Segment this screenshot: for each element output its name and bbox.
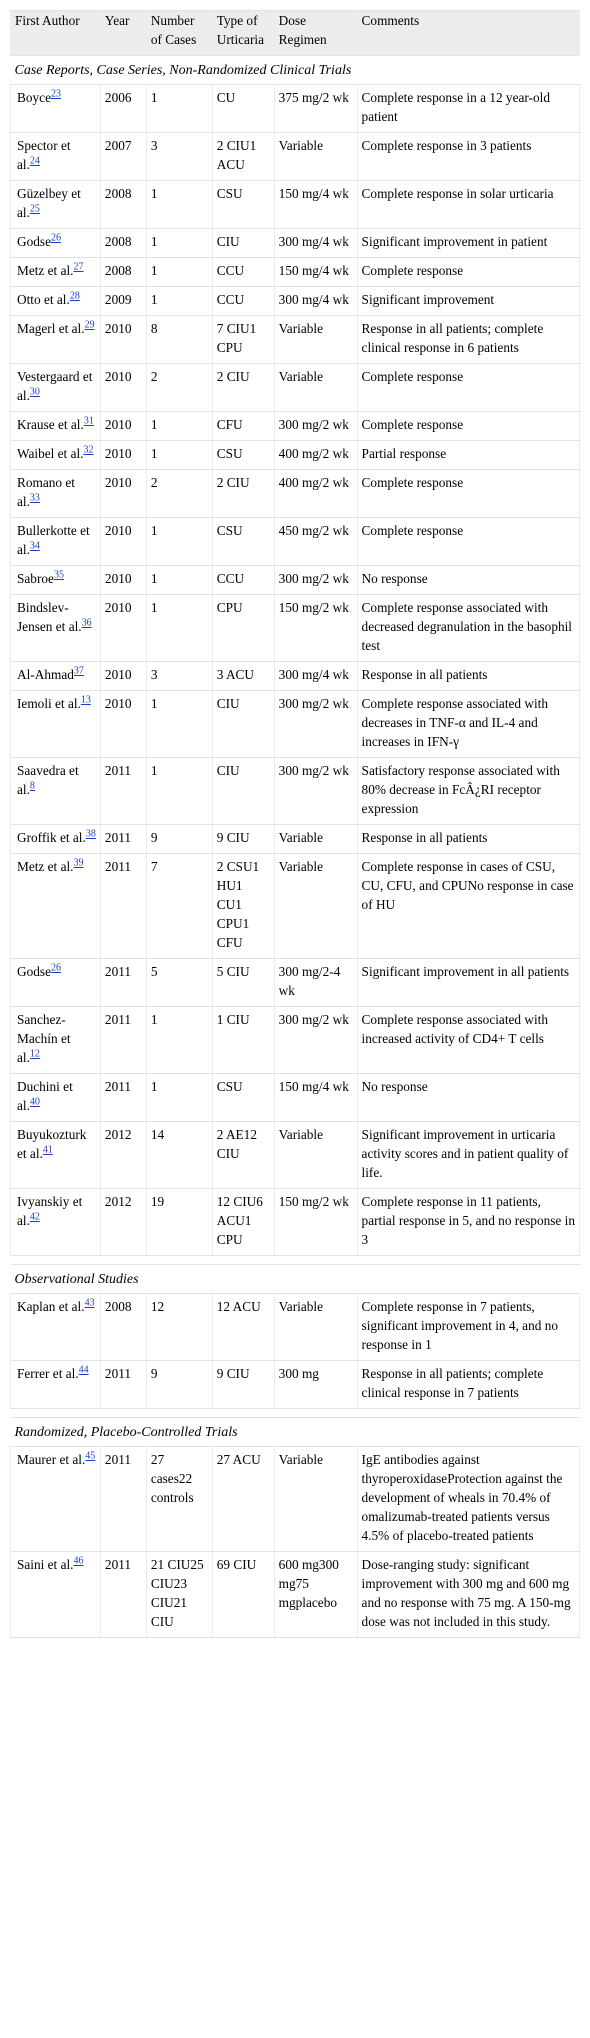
author-name: Otto et al. xyxy=(17,292,70,307)
cell-type-of-urticaria: CSU xyxy=(212,441,274,470)
cell-dose-regimen: Variable xyxy=(274,1447,357,1552)
header-row xyxy=(11,11,580,56)
cell-number-of-cases: 1 xyxy=(146,566,212,595)
cell-comments: Complete response xyxy=(357,412,579,441)
author-name: Saavedra et al. xyxy=(17,763,79,797)
cell-number-of-cases: 1 xyxy=(146,518,212,566)
cell-type-of-urticaria: 1 CIU xyxy=(212,1007,274,1074)
cell-comments: Response in all patients xyxy=(357,825,579,854)
cell-first-author xyxy=(11,825,101,854)
cell-type-of-urticaria: CPU xyxy=(212,595,274,662)
cell-year: 2012 xyxy=(100,1189,146,1256)
cell-first-author xyxy=(11,1007,101,1074)
cell-type-of-urticaria: CIU xyxy=(212,691,274,758)
section-title: Randomized, Placebo-Controlled Trials xyxy=(11,1418,580,1447)
table-row xyxy=(11,662,580,691)
author-name: Vestergaard et al. xyxy=(17,369,93,403)
cell-first-author xyxy=(11,181,101,229)
cell-year: 2010 xyxy=(100,441,146,470)
table-row xyxy=(11,412,580,441)
cell-first-author xyxy=(11,441,101,470)
reference-link[interactable]: 27 xyxy=(73,261,84,273)
section-spacer-cell xyxy=(11,1409,580,1418)
cell-year: 2011 xyxy=(100,758,146,825)
table-row xyxy=(11,1007,580,1074)
cell-year: 2010 xyxy=(100,364,146,412)
author-name: Metz et al. xyxy=(17,859,74,874)
cell-comments: Dose-ranging study: significant improvement with 300 mg and 600 mg and no response with 75 mg. A 150-mg dose was not included in this study. xyxy=(357,1552,579,1638)
table-row xyxy=(11,1294,580,1361)
reference-link[interactable]: 30 xyxy=(29,386,40,398)
cell-year: 2010 xyxy=(100,412,146,441)
table-row xyxy=(11,854,580,959)
cell-year: 2011 xyxy=(100,1074,146,1122)
cell-type-of-urticaria: CCU xyxy=(212,287,274,316)
cell-number-of-cases: 12 xyxy=(146,1294,212,1361)
cell-dose-regimen: 400 mg/2 wk xyxy=(274,470,357,518)
author-name: Buyukozturk et al. xyxy=(17,1127,87,1161)
section-spacer-cell xyxy=(11,1256,580,1265)
cell-first-author xyxy=(11,662,101,691)
cell-comments: Partial response xyxy=(357,441,579,470)
cell-comments: Complete response in a 12 year-old patient xyxy=(357,85,579,133)
header-number-of-cases: Number of Cases xyxy=(146,11,212,56)
table-row xyxy=(11,758,580,825)
cell-first-author xyxy=(11,258,101,287)
reference-link[interactable]: 25 xyxy=(29,203,40,215)
cell-comments: No response xyxy=(357,566,579,595)
author-name: Kaplan et al. xyxy=(17,1299,85,1314)
cell-type-of-urticaria: 2 CIU xyxy=(212,470,274,518)
author-name: Magerl et al. xyxy=(17,321,85,336)
cell-type-of-urticaria: 2 CIU xyxy=(212,364,274,412)
cell-first-author xyxy=(11,364,101,412)
cell-year: 2011 xyxy=(100,1361,146,1409)
cell-dose-regimen: 300 mg xyxy=(274,1361,357,1409)
cell-comments: Response in all patients; complete clinical response in 7 patients xyxy=(357,1361,579,1409)
omalizumab-studies-table xyxy=(10,10,580,1638)
cell-first-author xyxy=(11,758,101,825)
cell-comments: Response in all patients xyxy=(357,662,579,691)
cell-number-of-cases: 14 xyxy=(146,1122,212,1189)
table-row xyxy=(11,825,580,854)
cell-type-of-urticaria: 2 CSU1 HU1 CU1 CPU1 CFU xyxy=(212,854,274,959)
cell-number-of-cases: 1 xyxy=(146,287,212,316)
reference-link[interactable]: 45 xyxy=(85,1450,96,1462)
author-name: Duchini et al. xyxy=(17,1079,73,1113)
author-name: Saini et al. xyxy=(17,1557,74,1572)
cell-first-author xyxy=(11,287,101,316)
cell-number-of-cases: 1 xyxy=(146,181,212,229)
reference-link[interactable]: 37 xyxy=(73,665,84,677)
cell-first-author xyxy=(11,229,101,258)
cell-first-author xyxy=(11,85,101,133)
author-name: Godse xyxy=(17,964,51,979)
header-type-of-urticaria: Type of Urticaria xyxy=(212,11,274,56)
cell-type-of-urticaria: 9 CIU xyxy=(212,1361,274,1409)
table-header xyxy=(11,11,580,56)
table-row xyxy=(11,595,580,662)
cell-comments: Significant improvement in urticaria activity scores and in patient quality of life. xyxy=(357,1122,579,1189)
cell-number-of-cases: 1 xyxy=(146,1074,212,1122)
cell-comments: Complete response in cases of CSU, CU, CFU, and CPUNo response in case of HU xyxy=(357,854,579,959)
cell-year: 2012 xyxy=(100,1122,146,1189)
table-row xyxy=(11,518,580,566)
cell-year: 2010 xyxy=(100,595,146,662)
cell-year: 2008 xyxy=(100,229,146,258)
cell-type-of-urticaria: 69 CIU xyxy=(212,1552,274,1638)
cell-first-author xyxy=(11,470,101,518)
cell-type-of-urticaria: 9 CIU xyxy=(212,825,274,854)
cell-year: 2010 xyxy=(100,566,146,595)
cell-year: 2009 xyxy=(100,287,146,316)
author-name: Bindslev-Jensen et al. xyxy=(17,600,82,634)
cell-dose-regimen: Variable xyxy=(274,364,357,412)
cell-number-of-cases: 1 xyxy=(146,229,212,258)
cell-dose-regimen: Variable xyxy=(274,1122,357,1189)
header-dose-regimen: Dose Regimen xyxy=(274,11,357,56)
cell-comments: Complete response in solar urticaria xyxy=(357,181,579,229)
cell-comments: Complete response associated with increased activity of CD4+ T cells xyxy=(357,1007,579,1074)
header-comments: Comments xyxy=(357,11,579,56)
cell-number-of-cases: 1 xyxy=(146,258,212,287)
author-name: Spector et al. xyxy=(17,138,71,172)
cell-first-author xyxy=(11,1361,101,1409)
cell-dose-regimen: 300 mg/2 wk xyxy=(274,566,357,595)
cell-dose-regimen: 300 mg/2 wk xyxy=(274,758,357,825)
cell-first-author xyxy=(11,1294,101,1361)
author-name: Waibel et al. xyxy=(17,446,84,461)
cell-type-of-urticaria: 2 AE12 CIU xyxy=(212,1122,274,1189)
author-name: Metz et al. xyxy=(17,263,74,278)
cell-dose-regimen: Variable xyxy=(274,316,357,364)
author-name: Ferrer et al. xyxy=(17,1366,79,1381)
reference-link[interactable]: 29 xyxy=(84,319,95,331)
cell-number-of-cases: 7 xyxy=(146,854,212,959)
cell-type-of-urticaria: CSU xyxy=(212,1074,274,1122)
cell-year: 2008 xyxy=(100,181,146,229)
cell-first-author xyxy=(11,566,101,595)
cell-dose-regimen: Variable xyxy=(274,133,357,181)
cell-comments: Complete response in 11 patients, partial response in 5, and no response in 3 xyxy=(357,1189,579,1256)
cell-dose-regimen: 300 mg/4 wk xyxy=(274,662,357,691)
cell-year: 2008 xyxy=(100,1294,146,1361)
cell-number-of-cases: 1 xyxy=(146,85,212,133)
table-row xyxy=(11,691,580,758)
reference-link[interactable]: 34 xyxy=(29,540,40,552)
table-row xyxy=(11,181,580,229)
cell-type-of-urticaria: CCU xyxy=(212,566,274,595)
author-name: Al-Ahmad xyxy=(17,667,74,682)
cell-year: 2011 xyxy=(100,1447,146,1552)
header-year: Year xyxy=(100,11,146,56)
section-heading-row xyxy=(11,1418,580,1447)
cell-dose-regimen: Variable xyxy=(274,825,357,854)
section-heading-row xyxy=(11,56,580,85)
reference-link[interactable]: 41 xyxy=(42,1144,53,1156)
reference-link[interactable]: 12 xyxy=(29,1048,40,1060)
cell-number-of-cases: 2 xyxy=(146,470,212,518)
author-name: Groffik et al. xyxy=(17,830,86,845)
cell-dose-regimen: 300 mg/2-4 wk xyxy=(274,959,357,1007)
reference-link[interactable]: 36 xyxy=(81,617,92,629)
cell-first-author xyxy=(11,1122,101,1189)
table-row xyxy=(11,316,580,364)
table-row xyxy=(11,229,580,258)
cell-comments: Complete response xyxy=(357,258,579,287)
cell-dose-regimen: 150 mg/2 wk xyxy=(274,1189,357,1256)
cell-dose-regimen: 300 mg/2 wk xyxy=(274,412,357,441)
table-body xyxy=(11,56,580,1638)
reference-link[interactable]: 43 xyxy=(84,1297,95,1309)
cell-number-of-cases: 1 xyxy=(146,1007,212,1074)
table-row xyxy=(11,133,580,181)
cell-dose-regimen: 150 mg/2 wk xyxy=(274,595,357,662)
cell-year: 2008 xyxy=(100,258,146,287)
table-row xyxy=(11,258,580,287)
cell-year: 2010 xyxy=(100,518,146,566)
cell-type-of-urticaria: 5 CIU xyxy=(212,959,274,1007)
cell-comments: Significant improvement in all patients xyxy=(357,959,579,1007)
cell-first-author xyxy=(11,412,101,441)
cell-type-of-urticaria: CSU xyxy=(212,518,274,566)
reference-link[interactable]: 33 xyxy=(29,492,40,504)
table-row xyxy=(11,1361,580,1409)
cell-number-of-cases: 9 xyxy=(146,1361,212,1409)
author-name: Godse xyxy=(17,234,51,249)
cell-number-of-cases: 27 cases22 controls xyxy=(146,1447,212,1552)
cell-year: 2010 xyxy=(100,470,146,518)
reference-link[interactable]: 8 xyxy=(29,780,35,792)
cell-number-of-cases: 1 xyxy=(146,691,212,758)
table-row xyxy=(11,441,580,470)
cell-number-of-cases: 1 xyxy=(146,758,212,825)
author-name: Boyce xyxy=(17,90,51,105)
cell-first-author xyxy=(11,518,101,566)
table-row xyxy=(11,1189,580,1256)
cell-year: 2006 xyxy=(100,85,146,133)
reference-link[interactable]: 24 xyxy=(29,155,40,167)
cell-comments: Complete response xyxy=(357,364,579,412)
cell-year: 2010 xyxy=(100,691,146,758)
cell-number-of-cases: 1 xyxy=(146,595,212,662)
cell-number-of-cases: 19 xyxy=(146,1189,212,1256)
author-name: Romano et al. xyxy=(17,475,75,509)
cell-type-of-urticaria: 2 CIU1 ACU xyxy=(212,133,274,181)
reference-link[interactable]: 23 xyxy=(50,88,61,100)
cell-comments: Significant improvement xyxy=(357,287,579,316)
cell-type-of-urticaria: CSU xyxy=(212,181,274,229)
table-row xyxy=(11,1447,580,1552)
table-row xyxy=(11,1552,580,1638)
cell-dose-regimen: Variable xyxy=(274,854,357,959)
cell-type-of-urticaria: 12 ACU xyxy=(212,1294,274,1361)
author-name: Sabroe xyxy=(17,571,54,586)
section-heading-row xyxy=(11,1265,580,1294)
author-name: Maurer et al. xyxy=(17,1452,86,1467)
cell-first-author xyxy=(11,691,101,758)
cell-year: 2011 xyxy=(100,1007,146,1074)
cell-first-author xyxy=(11,1074,101,1122)
cell-year: 2007 xyxy=(100,133,146,181)
cell-year: 2011 xyxy=(100,825,146,854)
cell-type-of-urticaria: 27 ACU xyxy=(212,1447,274,1552)
cell-first-author xyxy=(11,959,101,1007)
table-row xyxy=(11,1074,580,1122)
author-name: Bullerkotte et al. xyxy=(17,523,90,557)
cell-number-of-cases: 5 xyxy=(146,959,212,1007)
reference-link[interactable]: 31 xyxy=(83,415,94,427)
cell-number-of-cases: 21 CIU25 CIU23 CIU21 CIU xyxy=(146,1552,212,1638)
cell-comments: Complete response xyxy=(357,518,579,566)
cell-type-of-urticaria: CCU xyxy=(212,258,274,287)
reference-link[interactable]: 32 xyxy=(83,444,94,456)
cell-dose-regimen: 400 mg/2 wk xyxy=(274,441,357,470)
cell-first-author xyxy=(11,133,101,181)
reference-link[interactable]: 40 xyxy=(29,1096,40,1108)
cell-dose-regimen: 300 mg/2 wk xyxy=(274,1007,357,1074)
reference-link[interactable]: 35 xyxy=(53,569,64,581)
cell-comments: Complete response associated with decreased degranulation in the basophil test xyxy=(357,595,579,662)
reference-link[interactable]: 26 xyxy=(50,232,61,244)
section-title: Observational Studies xyxy=(11,1265,580,1294)
cell-dose-regimen: 450 mg/2 wk xyxy=(274,518,357,566)
table-row xyxy=(11,85,580,133)
cell-dose-regimen: 300 mg/4 wk xyxy=(274,287,357,316)
section-spacer xyxy=(11,1256,580,1265)
cell-number-of-cases: 1 xyxy=(146,412,212,441)
cell-comments: Response in all patients; complete clinical response in 6 patients xyxy=(357,316,579,364)
cell-type-of-urticaria: CIU xyxy=(212,229,274,258)
cell-first-author xyxy=(11,595,101,662)
author-name: Sanchez-Machín et al. xyxy=(17,1012,71,1065)
cell-number-of-cases: 2 xyxy=(146,364,212,412)
cell-comments: No response xyxy=(357,1074,579,1122)
section-title: Case Reports, Case Series, Non-Randomized Clinical Trials xyxy=(11,56,580,85)
section-spacer xyxy=(11,1409,580,1418)
reference-link[interactable]: 44 xyxy=(78,1364,89,1376)
reference-link[interactable]: 13 xyxy=(80,694,91,706)
cell-number-of-cases: 9 xyxy=(146,825,212,854)
cell-dose-regimen: 150 mg/4 wk xyxy=(274,181,357,229)
cell-number-of-cases: 3 xyxy=(146,662,212,691)
cell-first-author xyxy=(11,1189,101,1256)
cell-number-of-cases: 1 xyxy=(146,441,212,470)
cell-dose-regimen: 150 mg/4 wk xyxy=(274,1074,357,1122)
reference-link[interactable]: 46 xyxy=(73,1555,84,1567)
reference-link[interactable]: 28 xyxy=(69,290,80,302)
cell-comments: IgE antibodies against thyroperoxidaseProtection against the development of wheals in 70.4% of omalizumab-treated patients versus 4.5% of placebo-treated patients xyxy=(357,1447,579,1552)
cell-dose-regimen: 375 mg/2 wk xyxy=(274,85,357,133)
author-name: Ivyanskiy et al. xyxy=(17,1194,83,1228)
cell-comments: Significant improvement in patient xyxy=(357,229,579,258)
cell-year: 2010 xyxy=(100,316,146,364)
cell-first-author xyxy=(11,854,101,959)
table-row xyxy=(11,364,580,412)
cell-first-author xyxy=(11,1552,101,1638)
cell-comments: Satisfactory response associated with 80% decrease in FcÂ¿RI receptor expression xyxy=(357,758,579,825)
reference-link[interactable]: 38 xyxy=(85,828,96,840)
cell-number-of-cases: 8 xyxy=(146,316,212,364)
cell-comments: Complete response in 3 patients xyxy=(357,133,579,181)
cell-first-author xyxy=(11,1447,101,1552)
cell-year: 2011 xyxy=(100,854,146,959)
cell-first-author xyxy=(11,316,101,364)
cell-comments: Complete response xyxy=(357,470,579,518)
author-name: Krause et al. xyxy=(17,417,84,432)
reference-link[interactable]: 42 xyxy=(29,1211,40,1223)
cell-comments: Complete response associated with decreases in TNF-α and IL-4 and increases in IFN-γ xyxy=(357,691,579,758)
cell-dose-regimen: 300 mg/2 wk xyxy=(274,691,357,758)
cell-number-of-cases: 3 xyxy=(146,133,212,181)
cell-type-of-urticaria: CU xyxy=(212,85,274,133)
author-name: Güzelbey et al. xyxy=(17,186,81,220)
cell-year: 2010 xyxy=(100,662,146,691)
cell-dose-regimen: 150 mg/4 wk xyxy=(274,258,357,287)
table-row xyxy=(11,470,580,518)
author-name: Iemoli et al. xyxy=(17,696,81,711)
cell-dose-regimen: 300 mg/4 wk xyxy=(274,229,357,258)
cell-dose-regimen: Variable xyxy=(274,1294,357,1361)
cell-type-of-urticaria: CIU xyxy=(212,758,274,825)
cell-dose-regimen: 600 mg300 mg75 mgplacebo xyxy=(274,1552,357,1638)
cell-comments: Complete response in 7 patients, significant improvement in 4, and no response in 1 xyxy=(357,1294,579,1361)
cell-year: 2011 xyxy=(100,959,146,1007)
cell-type-of-urticaria: 3 ACU xyxy=(212,662,274,691)
reference-link[interactable]: 26 xyxy=(50,962,61,974)
cell-type-of-urticaria: 12 CIU6 ACU1 CPU xyxy=(212,1189,274,1256)
table-row xyxy=(11,959,580,1007)
cell-type-of-urticaria: 7 CIU1 CPU xyxy=(212,316,274,364)
table-row xyxy=(11,1122,580,1189)
reference-link[interactable]: 39 xyxy=(73,857,84,869)
cell-year: 2011 xyxy=(100,1552,146,1638)
table-row xyxy=(11,566,580,595)
cell-type-of-urticaria: CFU xyxy=(212,412,274,441)
table-row xyxy=(11,287,580,316)
header-first-author: First Author xyxy=(11,11,101,56)
